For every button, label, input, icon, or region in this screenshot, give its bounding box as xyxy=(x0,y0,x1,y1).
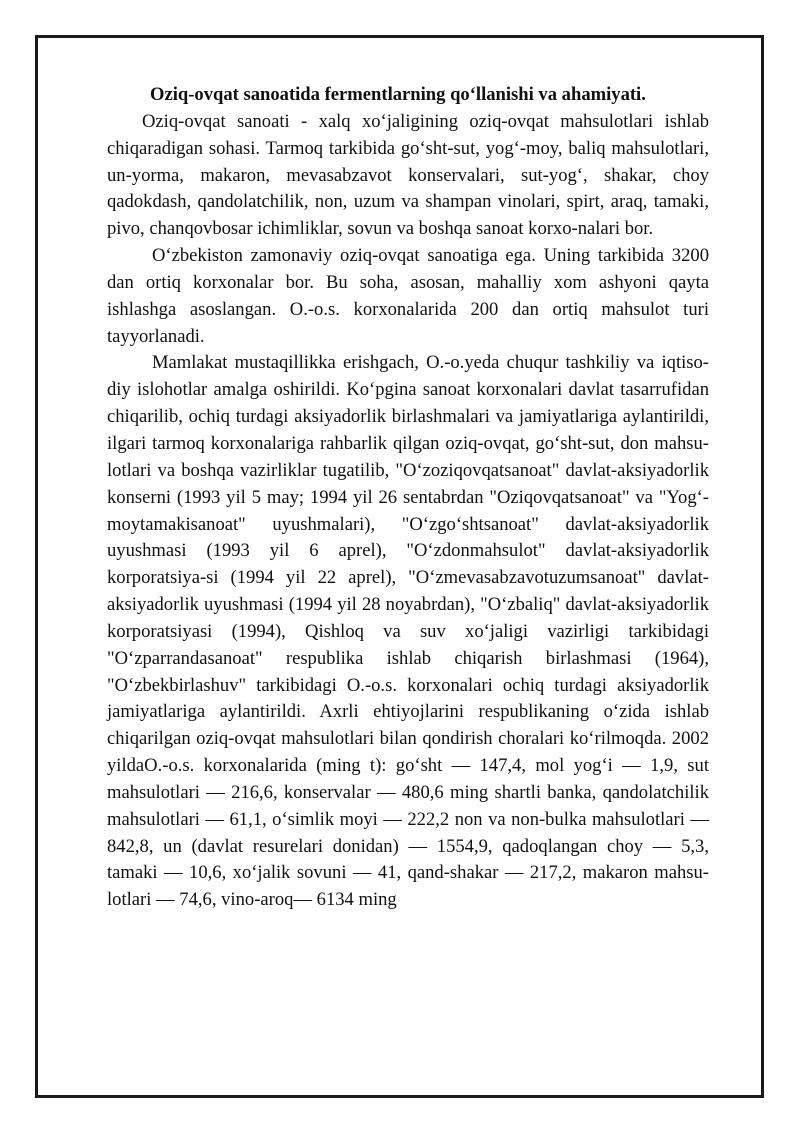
paragraph-1: Oziq-ovqat sanoati - xalq xo‘jaligining oziq-ovqat mahsulotlari ishlab chiqaradigan sohasi. Tarmoq tarkibida go‘sht-sut, yog‘-moy, baliq mahsulotlari, un-yorma, makaron, mevasabzavot konservalari, sut-yog‘, shakar, choy qadokdash, qandolatchilik, non, uzum va shampan vinolari, spirt, araq, tamaki, pivo, chanqovbosar ichimliklar, sovun va boshqa sanoat korxo-nalari bor. xyxy=(107,110,709,240)
paragraph-2: O‘zbekiston zamonaviy oziq-ovqat sanoatiga ega. Uning tarkibida 3200 dan ortiq korxonalar bor. Bu soha, asosan, mahalliy xom ashyoni qayta ishlashga asoslangan. O.-o.s. korxonalarida 200 dan ortiq mahsulot turi tayyorlanadi. xyxy=(107,245,709,347)
document-title: Oziq-ovqat sanoatida fermentlarning qo‘llanishi va ahamiyati. xyxy=(150,84,646,105)
paragraph-3: Mamlakat mustaqillikka erishgach, O.-o.yeda chuqur tashkiliy va iqtiso-diy islohotlar amalga oshirildi. Ko‘pgina sanoat korxonalari davlat tasarrufidan chiqarilib, ochiq turdagi aksiyadorlik birlashmalari va jamiyatlariga aylantirildi, ilgari tarmoq korxonalariga rahbarlik qilgan oziq-ovqat, go‘sht-sut, don mahsu-lotlari va boshqa vazirliklar tugatilib, "O‘zoziqovqatsanoat" davlat-aksiyadorlik konserni (1993 yil 5 may; 1994 yil 26 sentabrdan "Oziqovqatsanoat" va "Yog‘-moytamakisanoat" uyushmalari), "O‘zgo‘shtsanoat" davlat-aksiyadorlik uyushmasi (1993 yil 6 aprel), "O‘zdonmahsulot" davlat-aksiyadorlik korporatsiya-si (1994 yil 22 aprel), "O‘zmevasabzavotuzumsanoat" davlat-aksiyadorlik uyushmasi (1994 yil 28 noyabrdan), "O‘zbaliq" davlat-aksiyadorlik korporatsiyasi (1994), Qishloq va suv xo‘jaligi vazirligi tarkibidagi "O‘zparrandasanoat" respublika ishlab chiqarish birlashmasi (1964), "O‘zbekbirlashuv" tarkibidagi O.-o.s. korxonalari ochiq turdagi aksiyadorlik jamiyatlariga aylantirildi. Axrli ehtiyojlarini respublikaning o‘zida ishlab chiqarilgan oziq-ovqat mahsulotlari bilan qondirish choralari ko‘rilmoqda. 2002 yildaO.-o.s. korxonalarida (ming t): go‘sht — 147,4, mol yog‘i — 1,9, sut mahsulotlari — 216,6, konservalar — 480,6 ming shartli banka, qandolatchilik mahsulotlari — 61,1, o‘simlik moyi — 222,2 non va non-bulka mahsulotlari — 842,8, un (davlat resurelari donidan) — 1554,9, qadoqlangan choy — 5,3, tamaki — 10,6, xo‘jalik sovuni — 41, qand-shakar — 217,2, makaron mahsu-lotlari — 74,6, vino-aroq— 6134 ming xyxy=(107,352,709,911)
page-frame xyxy=(35,35,764,1098)
document-body xyxy=(107,82,709,914)
